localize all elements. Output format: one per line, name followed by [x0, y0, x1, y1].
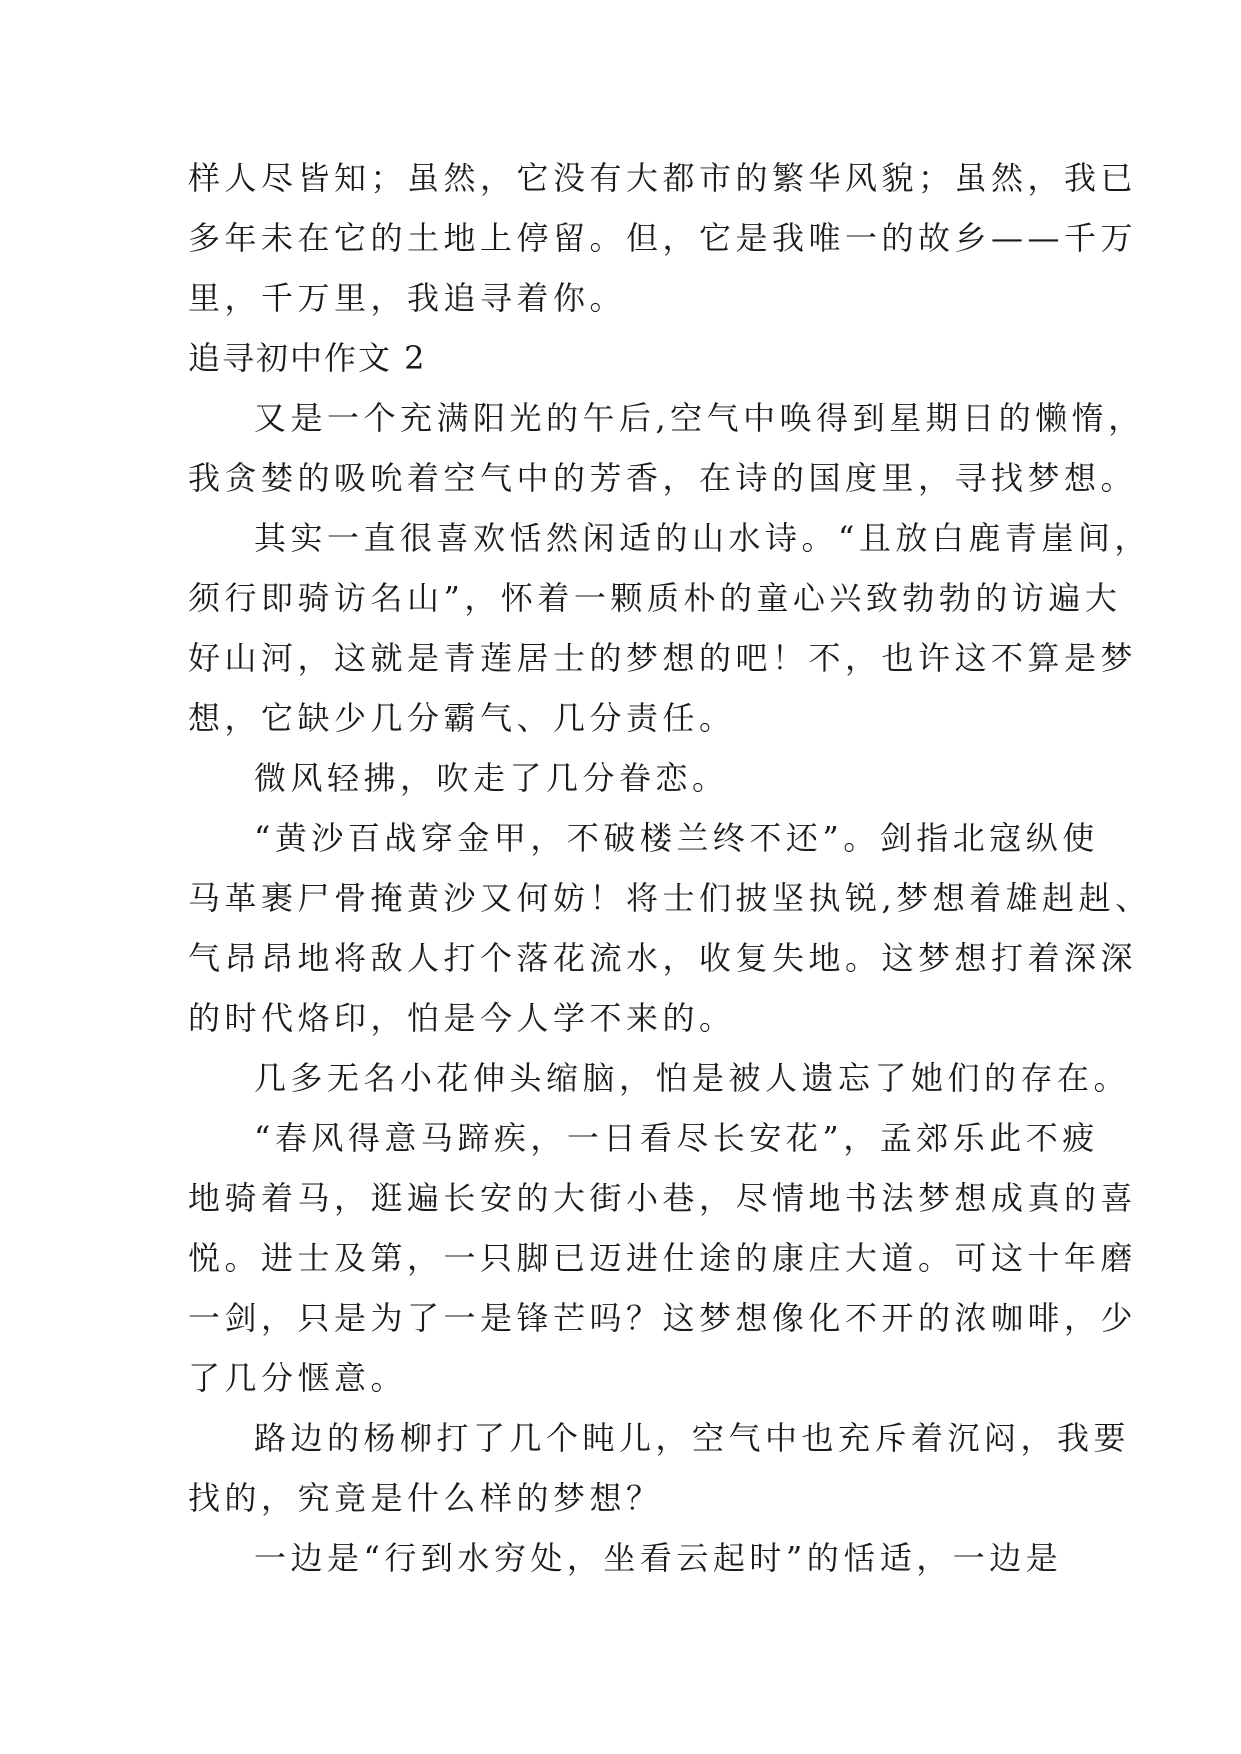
text-line: 又是一个充满阳光的午后,空气中唤得到星期日的懒惰， [254, 399, 1145, 437]
text-line: 悦。进士及第，一只脚已迈进仕途的康庄大道。可这十年磨 [188, 1239, 1138, 1277]
text-line: 样人尽皆知；虽然，它没有大都市的繁华风貌；虽然，我已 [188, 159, 1138, 197]
text-line: 须行即骑访名山”，怀着一颗质朴的童心兴致勃勃的访遍大 [188, 579, 1122, 617]
text-line: 里，千万里，我追寻着你。 [188, 279, 627, 317]
text-line: 了几分惬意。 [188, 1359, 408, 1397]
text-line: 几多无名小花伸头缩脑，怕是被人遗忘了她们的存在。 [254, 1059, 1131, 1097]
text-line: 找的，究竟是什么样的梦想？ [188, 1479, 663, 1517]
text-line: 好山河，这就是青莲居士的梦想的吧！不，也许这不算是梦 [188, 639, 1138, 677]
text-line: 地骑着马，逛遍长安的大街小巷，尽情地书法梦想成真的喜 [188, 1179, 1138, 1217]
text-line: 想，它缺少几分霸气、几分责任。 [188, 699, 736, 737]
text-line: 的时代烙印，怕是今人学不来的。 [188, 999, 736, 1037]
text-line: 我贪婪的吸吮着空气中的芳香，在诗的国度里，寻找梦想。 [188, 459, 1138, 497]
text-line: 马革裹尸骨掩黄沙又何妨！将士们披坚执锐,梦想着雄赳赳、 [188, 879, 1152, 917]
text-line: “春风得意马蹄疾，一日看尽长安花”，孟郊乐此不疲 [254, 1119, 1099, 1157]
essay-body [188, 148, 1152, 1588]
text-line: 微风轻拂，吹走了几分眷恋。 [254, 759, 729, 797]
text-line: “黄沙百战穿金甲，不破楼兰终不还”。剑指北寇纵使 [254, 819, 1099, 857]
text-line: 多年未在它的土地上停留。但，它是我唯一的故乡——千万 [188, 219, 1138, 257]
text-line: 气昂昂地将敌人打个落花流水，收复失地。这梦想打着深深 [188, 939, 1138, 977]
text-line: 一边是“行到水穷处，坐看云起时”的恬适，一边是 [254, 1539, 1063, 1577]
essay-heading: 追寻初中作文 2 [188, 339, 427, 377]
text-line: 路边的杨柳打了几个盹儿，空气中也充斥着沉闷，我要 [254, 1419, 1131, 1457]
text-line: 一剑，只是为了一是锋芒吗？这梦想像化不开的浓咖啡，少 [188, 1299, 1138, 1337]
text-line: 其实一直很喜欢恬然闲适的山水诗。“且放白鹿青崖间， [254, 519, 1151, 557]
